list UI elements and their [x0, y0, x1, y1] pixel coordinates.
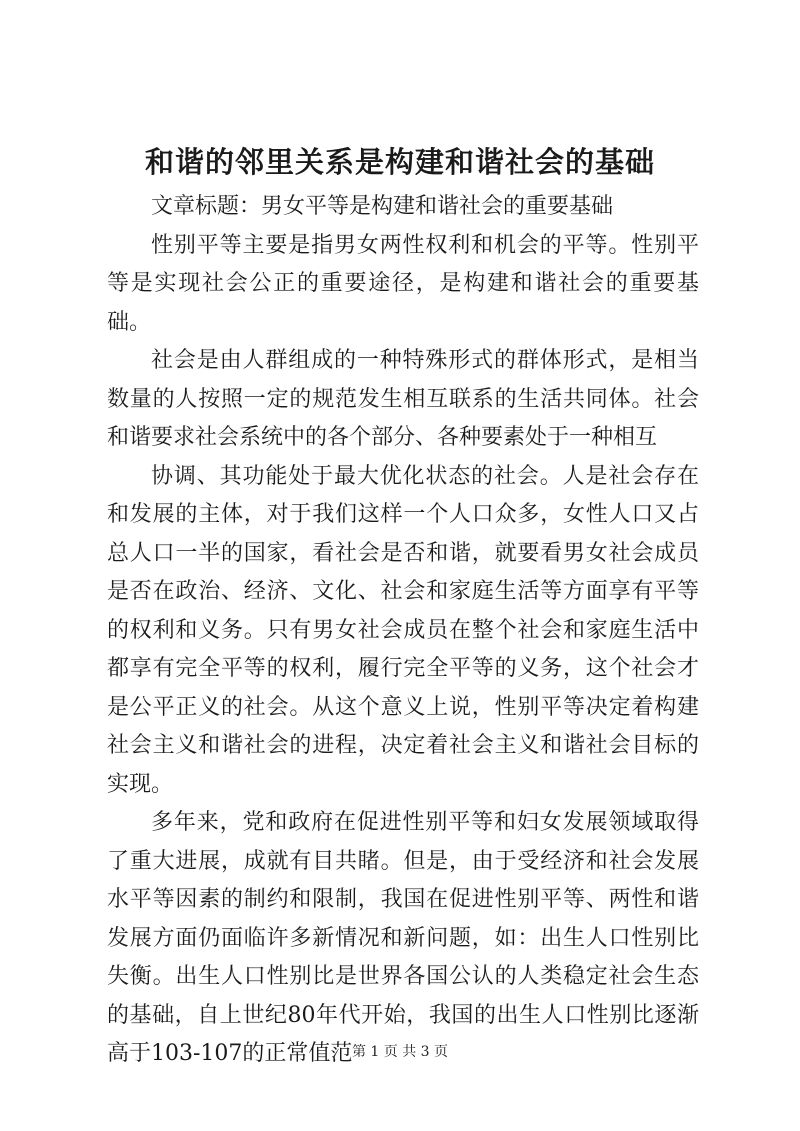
document-body — [107, 188, 699, 1074]
paragraph-1: 性别平等主要是指男女两性权利和机会的平等。性别平等是实现社会公正的重要途径，是构建和谐社会的重要基础。 — [107, 232, 699, 335]
paragraph-2: 社会是由人群组成的一种特殊形式的群体形式，是相当数量的人按照一定的规范发生相互联系的生活共同体。社会和谐要求社会系统中的各个部分、各种要素处于一种相互 — [107, 348, 699, 450]
page-number-label: 第 1 页 共 3 页 — [351, 1044, 449, 1060]
paragraph-3: 协调、其功能处于最大优化状态的社会。人是社会存在和发展的主体，对于我们这样一个人口众多，女性人口又占总人口一半的国家，看社会是否和谐，就要看男女社会成员是否在政治、经济、文化、社会和家庭生活等方面享有平等的权利和义务。只有男女社会成员在整个社会和家庭生活中都享有完全平等的权利，履行完全平等的义务，这个社会才是公平正义的社会。从这个意义上说，性别平等决定着构建社会主义和谐社会的进程，决定着社会主义和谐社会目标的实现。 — [107, 463, 699, 797]
paragraph-article-title: 文章标题：男女平等是构建和谐社会的重要基础 — [151, 194, 614, 219]
page-footer — [0, 1042, 800, 1062]
paragraph-4: 多年来，党和政府在促进性别平等和妇女发展领域取得了重大进展，成就有目共睹。但是，由于受经济和社会发展水平等因素的制约和限制，我国在促进性别平等、两性和谐发展方面仍面临许多新情况和新问题，如：出生人口性别比失衡。出生人口性别比是世界各国公认的人类稳定社会生态的基础，自上世纪80年代开始，我国的出生人口性别比逐渐高于103-107的正常值范 — [107, 810, 699, 1066]
document-title: 和谐的邻里关系是构建和谐社会的基础 — [144, 145, 655, 179]
